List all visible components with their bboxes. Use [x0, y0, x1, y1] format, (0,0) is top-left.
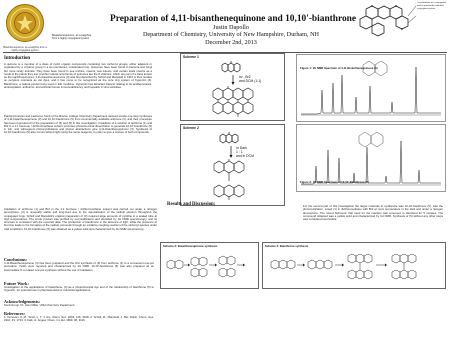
- future-work-text: Investigation of the applications of bisanthene, (3) as a photochemical dye and of the relationship of bianthrone (5) to hypericin, for potential use in pharmaceutical or industrial applications.: [4, 286, 154, 293]
- scheme-1-reagents: hv , Br2: [239, 75, 251, 79]
- bisanthenequinone-structure: [207, 87, 261, 119]
- introduction-heading: Introduction: [4, 56, 31, 61]
- scheme-3-label: Scheme 3: Bianthrone synthesis: [265, 244, 309, 248]
- scheme-2b-box: [160, 242, 259, 289]
- figure-2-caption: Figure 2: 1H NMR Spectrum of 10,10'-Bianthrone (5): [300, 180, 369, 184]
- anthrone-structure: [221, 60, 245, 75]
- references-heading: References:: [4, 311, 25, 316]
- scheme-1-box: [180, 53, 285, 121]
- author: Justin Dapollo: [213, 24, 249, 31]
- spectrum-1-plot: [297, 55, 445, 121]
- references-text: 1. Donovan, P. M.; Scott, L. T. J. Am. Chem. Soc. 2004, 126, 3108. 2. Scholl, R.; Mansfeld, J. Ber. Dtsch. Chem. Ges. 1910, 43, 1734. 3. Falk, H. Angew. Chem. Int. Ed. 1999, 38, 3116.: [4, 316, 154, 323]
- logo-caption: Bisanthenequinone, as a sapphire from a highly conjugated system: [3, 46, 47, 52]
- department: Department of Chemistry, University of New Hampshire, Durham, NH: [142, 31, 320, 39]
- acknowledgements-heading: Acknowledgements:: [4, 299, 41, 304]
- bianthrone-structure: [206, 160, 258, 204]
- bianthrone-mechanism: [266, 250, 442, 286]
- inset-structure-icon-2: [359, 132, 383, 147]
- scheme-2-label: Scheme 2: [183, 126, 199, 130]
- results-col2-text: For the second part of this investigation the target molecule to synthesize was 10,10'-bianthrone (5). Like the photocyclization, mixed (1) in dichloromethane with Br2 at room temperature in the dark and under a nitrogen atmosphere. The mixed bichromic that used for the reaction was screened to dissolved for 5 minutes. The compound obtained was a yellow solid and characterized by 1H NMR. Synthesis of (5) without any other steps was considered successful.: [303, 205, 443, 222]
- scheme-2-step: 1 : 1: [236, 150, 243, 154]
- scheme-2-reagents: In Dark: [236, 146, 247, 150]
- future-work-heading: Future Work:: [4, 281, 29, 286]
- scheme-2b-label: Scheme 2: Bisanthenequinone synthesis: [163, 244, 218, 248]
- arrow-down-1: [229, 75, 237, 85]
- arrow-down-2: [227, 146, 235, 158]
- anthrone-structure-2: [219, 131, 243, 146]
- scheme-1-label: Scheme 1: [183, 55, 199, 59]
- results-text: Irradiation of anthrone (1) and Br2 in the 1:1 benzene / dichloromethane solvent was carried out under a nitrogen atmosphere. (3) is unusually stable and long-lived due to the delocalization of the radical electron throughout the conjugated rings. Scholl and Mansfeld's original preparation of (3) required large amounts of pyridine in a sealed tube at high temperatures. The crude product was purified by recrystallization and identified by 1H NMR spectroscopy, and its structure is consistent with the reported data. The production of bianthrone in the absence of light, while the presence of bromine leads to the formation of the radical, proceeds through an oxidative coupling reaction of the carbonyl species under mild conditions. 10,10'-bianthrone (5) was obtained as a yellow solid and characterized by 1H NMR spectroscopy.: [4, 208, 157, 231]
- conclusions-heading: Conclusions:: [4, 257, 28, 262]
- university-seal-logo: [5, 3, 45, 43]
- introduction-text: A quinone is a member of a class of cyclic organic compounds containing two carbonyl groups, either adjacent or separated by a vinylene group in a six-membered, unsaturated ring. Quinones have been found in bacteria and fungi but more rarely animals. They have been found in sea urchins, insects, sea insects, and certain scale insects as a result of the plants they eat. Another natural occurrence of quinones are the K vitamins, which are part of a class known as the naphthoquinones. 4,11-bisanthenequinone (3) was first described by Scholl and Mansfeld in 1910 in their studies on perylene colorants as vat dyes, and it has come to be recognized as the core ring system of hypericin (4). Bianthrone, a natural product long used in folk medicine. Hypericin has attracted interest relating to its antidepressant, antineoplastic, antitumor, and antiviral human immunodeficiency and hepatitis C virus activities.: [4, 63, 152, 90]
- scheme-1-solvent: and DCM (1:1): [239, 79, 262, 83]
- introduction-text-2: Patrick Donovan and Lawrence Scott of the Boston College Chemistry Department devised simple one-step syntheses of 4,11-bisanthenequinone (3) and 10,10'-bianthrone (5) from commercially available anthrone (1), and their procedure has been reproduced for the preparation of (3) and (5) in this investigation. Irradiation of a solution of anthrone (1) and Br2 in a 1:1 benzene / dichloromethane solvent promotes photochemical dimerization to generate 10,10'-bianthrone (5) in situ, and subsequent photocyclizations and photon abstractions give 4,11-bisanthenequinone (3). Synthesis of 10,10'-bianthrone (5) also occurs without light using the same reagents, in order to give a mixture of both compounds.: [4, 115, 152, 135]
- intro-side-note: Bisanthenequinone, as a sapphire from a highly conjugated system: [52, 34, 92, 40]
- top-right-note: Consolidation of a conjugated, and its potentially extended conjugated system: [417, 2, 447, 10]
- scheme-2-solvent: and in DCM: [236, 154, 254, 158]
- header-structure-diagram: [358, 1, 418, 41]
- page-title: Preparation of 4,11-bisanthenequinone and 10,10'-bianthrone: [110, 14, 357, 24]
- title-block: [110, 14, 357, 46]
- acknowledgements-text: Scott Group, Dr. Glen Miller, UNH Chemistry Department: [4, 304, 75, 307]
- conclusions-text: 4,11-Bisanthenequinone (3) has been prepared and the first synthesis of (3) from anthrone (1) is a convenient one-pot procedure. Yields were reported and characterized by 1H NMR. 10,10'-bianthrone (5) was also prepared as an intermediate in a related one-pot synthesis without the use of irradiation.: [4, 262, 154, 272]
- figure-1-spectrum: [296, 54, 446, 122]
- results-heading: Results and Discussion:: [167, 202, 216, 207]
- scheme-3-box: [262, 242, 446, 289]
- scheme-2-box: [180, 124, 285, 206]
- figure-1-caption: Figure 1: 1H NMR Spectrum of 4,11-Bisanthenequinone (3): [300, 66, 378, 70]
- bisanthenequinone-mechanism: [163, 250, 255, 286]
- date: December 2nd, 2013: [205, 38, 257, 46]
